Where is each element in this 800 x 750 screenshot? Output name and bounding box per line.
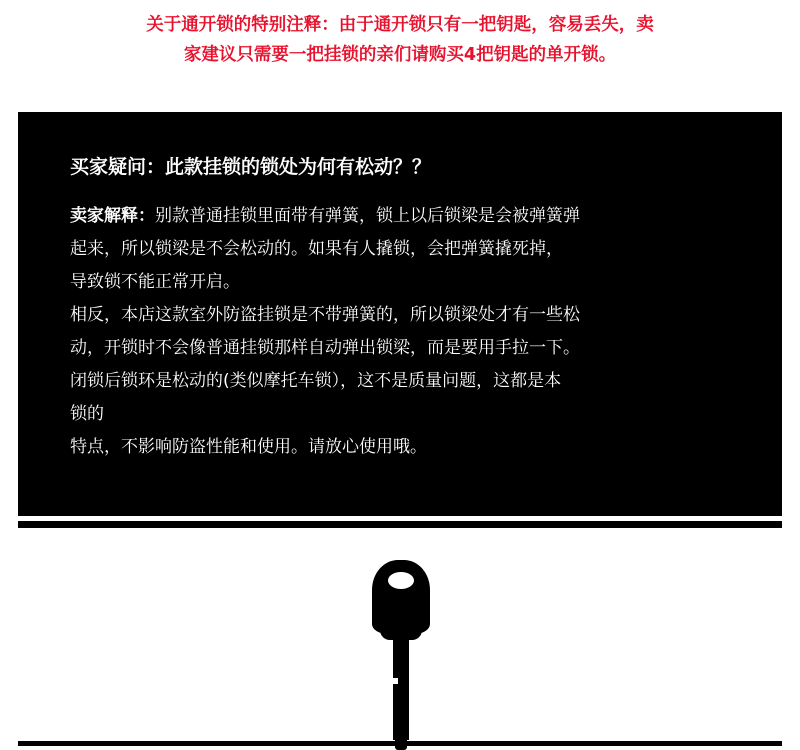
answer-text-1: 别款普通挂锁里面带有弹簧，锁上以后锁梁是会被弹簧弹 [155, 206, 580, 226]
answer-line-1 [70, 200, 730, 233]
notice-line-1: 关于通开锁的特别注释：由于通开锁只有一把钥匙，容易丢失，卖 [146, 15, 654, 35]
notice-line-2: 家建议只需要一把挂锁的亲们请购买4把钥匙的单开锁。 [183, 45, 617, 65]
key-image-area [0, 540, 800, 740]
key-notch-shape [393, 678, 398, 684]
answer-line-3: 导致锁不能正常开启。 [70, 272, 240, 292]
buyer-question-label: 买家疑问： [70, 156, 166, 178]
buyer-question-text: 此款挂锁的锁处为何有松动？？ [165, 156, 432, 178]
seller-answer [70, 200, 730, 464]
divider-rule-bottom [18, 741, 782, 746]
special-notice [0, 0, 800, 70]
seller-answer-label: 卖家解释： [70, 206, 155, 226]
key-icon [366, 560, 436, 740]
answer-line-4: 相反，本店这款室外防盗挂锁是不带弹簧的，所以锁梁处才有一些松 [70, 305, 580, 325]
buyer-question [70, 152, 730, 182]
answer-line-2: 起来，所以锁梁是不会松动的。如果有人撬锁，会把弹簧撬死掉， [70, 239, 563, 259]
faq-panel [18, 112, 782, 516]
answer-line-8: 特点，不影响防盗性能和使用。请放心使用哦。 [70, 437, 427, 457]
answer-line-7: 锁的 [70, 404, 104, 424]
answer-line-6: 闭锁后锁环是松动的(类似摩托车锁），这不是质量问题，这都是本 [70, 371, 562, 391]
key-blade-shape [393, 634, 409, 740]
divider-rule-top [18, 521, 782, 528]
answer-line-5: 动，开锁时不会像普通挂锁那样自动弹出锁梁，而是要用手拉一下。 [70, 338, 580, 358]
